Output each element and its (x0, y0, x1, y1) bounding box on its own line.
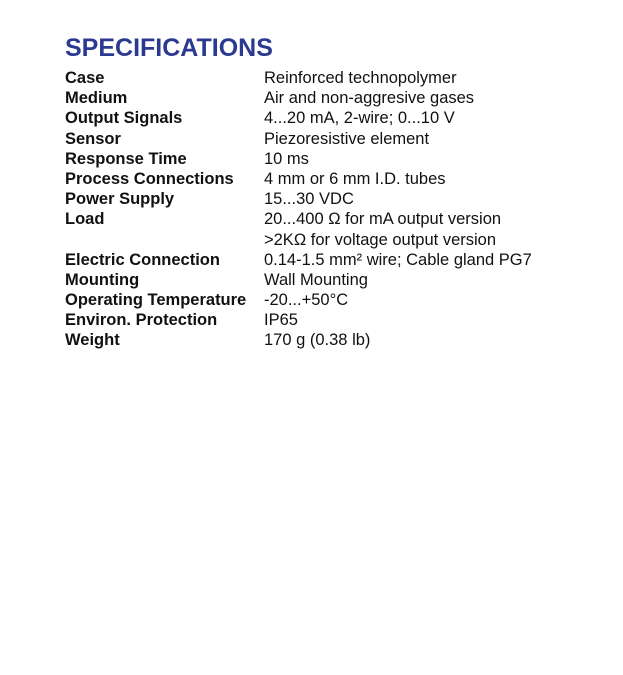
spec-value: 15...30 VDC (264, 190, 354, 209)
spec-value: IP65 (264, 311, 298, 330)
spec-row-power-supply (65, 189, 605, 209)
spec-row-response-time (65, 149, 605, 169)
spec-value: 4...20 mA, 2-wire; 0...10 V (264, 109, 455, 128)
spec-value: >2KΩ for voltage output version (264, 230, 497, 249)
spec-value: 170 g (0.38 lb) (264, 331, 371, 350)
spec-label: Medium (65, 89, 128, 108)
spec-value: 10 ms (264, 149, 309, 168)
spec-label: Response Time (65, 149, 187, 168)
spec-row-load-continued (65, 230, 605, 250)
spec-label: Operating Temperature (65, 291, 247, 310)
spec-row-process-connections (65, 169, 605, 189)
spec-row-load (65, 209, 605, 229)
spec-row-mounting (65, 270, 605, 290)
spec-row-environ-protection (65, 310, 605, 330)
spec-value: Wall Mounting (264, 270, 368, 289)
spec-value: 20...400 Ω for mA output version (264, 210, 502, 229)
spec-label: Load (65, 210, 105, 229)
spec-row-electric-connection (65, 250, 605, 270)
spec-row-weight (65, 330, 605, 350)
spec-value: 0.14-1.5 mm² wire; Cable gland PG7 (264, 250, 532, 269)
spec-label: Electric Connection (65, 250, 220, 269)
spec-label: Case (65, 69, 105, 87)
spec-value: -20...+50°C (264, 291, 349, 310)
specifications-table (65, 68, 605, 351)
spec-row-sensor (65, 129, 605, 149)
spec-value: 4 mm or 6 mm I.D. tubes (264, 169, 446, 188)
spec-row-output-signals (65, 108, 605, 128)
page-title: SPECIFICATIONS (65, 34, 273, 62)
spec-row-medium (65, 88, 605, 108)
spec-label: Output Signals (65, 109, 183, 128)
spec-label: Weight (65, 331, 120, 350)
spec-value: Air and non-aggresive gases (264, 89, 475, 108)
spec-label: Process Connections (65, 169, 234, 188)
spec-value: Reinforced technopolymer (264, 69, 457, 87)
spec-row-operating-temperature (65, 290, 605, 310)
spec-label: Mounting (65, 270, 140, 289)
spec-label: Sensor (65, 129, 121, 148)
spec-row-case (65, 68, 605, 88)
spec-value: Piezoresistive element (264, 129, 430, 148)
spec-label: Power Supply (65, 190, 175, 209)
spec-label: Environ. Protection (65, 311, 218, 330)
